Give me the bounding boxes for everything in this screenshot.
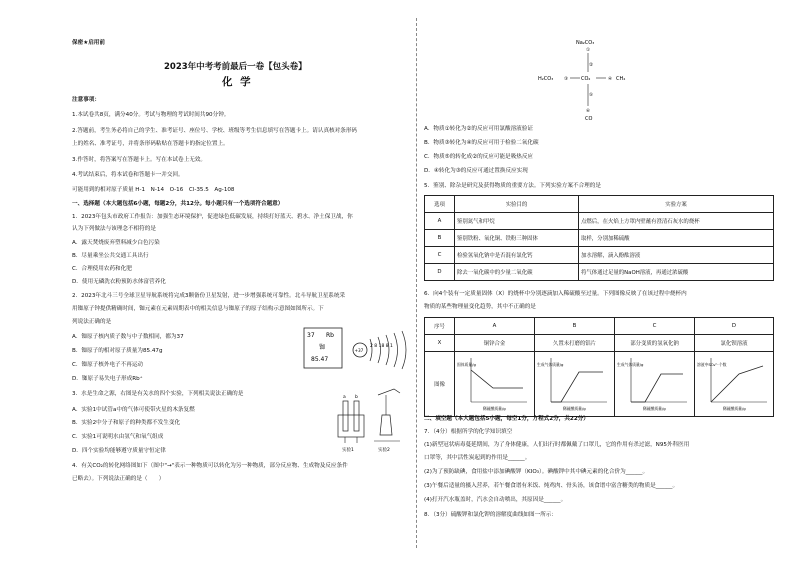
exam-title: 2023年中考考前最后一卷【包头卷】 bbox=[164, 62, 307, 72]
burner-jet bbox=[378, 389, 400, 395]
q4-option-b: B．物质③转化为④的反应可用于检验二氧化碳 bbox=[424, 140, 539, 146]
note-item-2: 2.答题前，考生务必将自己的学生、准考证号、座位号、学校、班级等考生信息填写在答题卡上。请认真核对条形码 bbox=[72, 128, 358, 134]
q5-cell: 鉴别氮气和甲烷 bbox=[455, 213, 579, 230]
test-tube-a bbox=[343, 401, 348, 431]
test-tube-b bbox=[354, 401, 359, 431]
graph-b-curve bbox=[551, 372, 603, 402]
q6-stem-1: 6．向4个装有一定质量固体（X）的烧杯中分别逐滴加入稀硫酸至过量。下列图像反映了在该过程中烧杯内 bbox=[424, 291, 687, 297]
column-divider bbox=[416, 18, 417, 548]
q5-cell: B bbox=[425, 230, 455, 247]
tube-a-label: a bbox=[343, 395, 346, 400]
graph-c-ylabel: 生成气体质量/g bbox=[617, 362, 644, 367]
electron-shell-3 bbox=[386, 335, 389, 365]
note-item-3: 3.作答时，将答案写在答题卡上。写在本试卷上无效。 bbox=[72, 157, 206, 163]
graph-d bbox=[695, 352, 773, 414]
q7-line-1: 7．（4分）根据所学的化学知识填空 bbox=[424, 429, 513, 435]
q5-cell: A bbox=[425, 213, 455, 230]
q3-option-a: A．实验1中试管a中的气体可使带火星的木条复燃 bbox=[72, 407, 195, 413]
q7-line-2: (1)新型冠状病毒蔓延期间，为了身体健康，人们出行时都佩戴了口罩儿，它的作用有杀过滤，N95外科医用 bbox=[424, 442, 690, 448]
q6-header: B bbox=[535, 318, 615, 335]
table-row bbox=[425, 247, 774, 264]
q2-option-a: A．铷原子核内质子数与中子数相同，都为37 bbox=[72, 334, 184, 340]
section2-heading: 二、填空题（本大题包括5小题，每空1分，方程式2分，共22分） bbox=[424, 416, 589, 422]
num-5: ⑤ bbox=[589, 93, 594, 98]
node-ch4: CH₄ bbox=[616, 76, 626, 82]
q4-stem-2: 已略去）。下列说法正确的是（ ） bbox=[72, 476, 165, 482]
water-experiments-figure bbox=[334, 385, 412, 455]
q6-header-row bbox=[425, 318, 774, 335]
num-3: ③ bbox=[564, 77, 569, 82]
q5-header-plan: 实验方案 bbox=[579, 196, 774, 213]
q1-option-a: A．露天焚烧废弃塑料减少白色污染 bbox=[72, 240, 160, 246]
node-co: CO bbox=[585, 116, 593, 122]
q5-cell: 除去一氧化碳中的少量二氧化碳 bbox=[455, 264, 579, 281]
q6-header: A bbox=[455, 318, 535, 335]
table-row bbox=[425, 213, 774, 230]
q6-graph-cell-c bbox=[615, 352, 695, 417]
table-row bbox=[425, 230, 774, 247]
graph-d-xlabel: 稀硫酸质量/g bbox=[723, 406, 746, 411]
q5-cell: 将气体通过足量的NaOH溶液，再通过浓硫酸 bbox=[579, 264, 774, 281]
q1-option-c: C．合理使用农药和化肥 bbox=[72, 266, 132, 272]
q3-option-b: B．实验2中分子和原子的种类都不发生变化 bbox=[72, 420, 181, 426]
q5-cell: C bbox=[425, 247, 455, 264]
q7-line-3: 口罩等，其中活性炭起到的作用是______。 bbox=[424, 455, 531, 461]
section1-heading: 一、选择题（本大题包括6小题，每题2分，共12分。每小题只有一个选项符合题意） bbox=[72, 201, 284, 207]
atomic-masses: 可能用到的相对原子质量 H-1 N-14 O-16 Cl-35.5 Ag-108 bbox=[72, 187, 235, 193]
q6-image-label: 图像 bbox=[425, 352, 455, 417]
subject-title: 化 学 bbox=[222, 76, 253, 88]
q5-header-row bbox=[425, 196, 774, 213]
note-item-2b: 上的姓名、准考证号，并将条形码粘贴在答题卡的指定位置上。 bbox=[72, 141, 229, 147]
q2-option-c: C．铷原子核外电子不再运动 bbox=[72, 362, 144, 368]
q5-cell: D bbox=[425, 264, 455, 281]
q5-cell: 取样，分别加稀硫酸 bbox=[579, 230, 774, 247]
q5-table bbox=[424, 195, 774, 281]
graph-b-xlabel: 稀硫酸质量/g bbox=[563, 406, 586, 411]
element-name: 铷 bbox=[319, 344, 326, 351]
q5-stem: 5．鉴别、除杂是研究及获得物质的重要方法。下列实验方案不合理的是 bbox=[424, 183, 601, 189]
electron-shell-4 bbox=[394, 333, 398, 367]
element-symbol: Rb bbox=[326, 332, 334, 339]
element-number: 37 bbox=[307, 332, 315, 339]
q2-option-b: B．铷原子的相对原子质量为85.47g bbox=[72, 348, 163, 354]
q2-stem-3: 列说法正确的是 bbox=[72, 319, 112, 325]
electron-shell-1 bbox=[370, 339, 372, 361]
graph-c-curve bbox=[631, 374, 683, 402]
q1-option-b: B．尽量乘坐公共交通工具出行 bbox=[72, 253, 149, 259]
graph-c-xlabel: 稀硫酸质量/g bbox=[643, 406, 666, 411]
graph-d-curve bbox=[711, 366, 763, 402]
q4-stem-1: 4．有关CO₂的转化网络图如下（图中"→"表示一种物质可以转化为另一种物质，部分反应物、生成物及反应条件 bbox=[72, 463, 348, 469]
num-4: ④ bbox=[608, 77, 613, 82]
q1-stem-2: 认为下列做法与该理念不相符的是 bbox=[72, 226, 156, 232]
q6-graph-cell-d bbox=[695, 352, 774, 417]
note-item-4: 4.考试结束后，将本试卷和答题卡一并交回。 bbox=[72, 172, 184, 178]
q3-option-c: C．实验1可说明水由氢气和氧气组成 bbox=[72, 434, 164, 440]
node-h2co3: H₂CO₃ bbox=[538, 76, 554, 82]
note-item-1: 1.本试卷共8页，满分40分。考试与物理的考试时间共90分钟。 bbox=[72, 112, 230, 118]
notes-heading: 注意事项： bbox=[72, 97, 100, 103]
electrolysis-vessel bbox=[338, 415, 364, 437]
q6-x-cell: 铜锌合金 bbox=[455, 335, 535, 352]
graph-c bbox=[615, 352, 693, 414]
element-mass: 85.47 bbox=[311, 356, 329, 363]
graph-b bbox=[535, 352, 613, 414]
q5-header-purpose: 实验目的 bbox=[455, 196, 579, 213]
q2-option-d: D．铷原子易失电子形成Rb⁺ bbox=[72, 376, 143, 382]
q6-graph-row bbox=[425, 352, 774, 417]
q7-line-5: (3)午餐后适量的摄入营养，若午餐食谱有米饭、炖鸡肉、骨头汤，该食谱中富含糖类的物质是______。 bbox=[424, 483, 679, 489]
q6-x-row bbox=[425, 335, 774, 352]
electron-shell-5 bbox=[402, 331, 406, 369]
node-na2co3: Na₂CO₃ bbox=[576, 40, 595, 46]
q6-header: D bbox=[695, 318, 774, 335]
graph-a-ylabel: 固体质量/g bbox=[457, 362, 476, 367]
q6-header: C bbox=[615, 318, 695, 335]
q7-line-6: (4)打开汽水瓶盖时，汽水会自动喷出，其原因是______。 bbox=[424, 497, 567, 503]
q6-x-cell: X bbox=[425, 335, 455, 352]
atom-nucleus-charge: +37 bbox=[354, 348, 364, 353]
node-co2: CO₂ bbox=[581, 76, 591, 82]
num-2: ② bbox=[589, 63, 594, 68]
q6-table bbox=[424, 317, 774, 417]
q6-graph-cell-b bbox=[535, 352, 615, 417]
q2-stem-2: 用铷原子钟提供精确时间，铷元素在元素周期表中的相关信息与铷原子的原子结构示意图如图所示。下 bbox=[72, 306, 324, 312]
q3-option-d: D．四个实验均能够遵守质量守恒定律 bbox=[72, 448, 166, 454]
q4-option-c: C．物质⑤的转化成②的反应可能是吸热反应 bbox=[424, 154, 534, 160]
exp1-label: 实验1 bbox=[342, 448, 354, 453]
q4-option-a: A．物质①转化为②的反应可用氯酸溶液验证 bbox=[424, 126, 533, 132]
exp2-label: 实验2 bbox=[378, 448, 390, 453]
table-row bbox=[425, 264, 774, 281]
q2-stem-1: 2．2023年北斗三号全球卫星导航系统将完成3颗备份卫星发射，进一步增强系统可靠性。北斗导航卫星系统采 bbox=[72, 293, 346, 299]
q3-stem: 3．水是生命之源，右图是有关水的四个实验，下列相关说法正确的是 bbox=[72, 391, 244, 397]
q5-header-option: 选项 bbox=[425, 196, 455, 213]
q6-header: 序号 bbox=[425, 318, 455, 335]
num-6: ⑥ bbox=[586, 109, 591, 114]
q5-cell: 检验氢氧化钠中是否混有氯化钙 bbox=[455, 247, 579, 264]
secret-label: 保密★启用前 bbox=[72, 40, 105, 46]
q1-option-d: D．使用无磷洗衣粉预防水体富营养化 bbox=[72, 279, 166, 285]
num-1: ① bbox=[586, 48, 591, 53]
graph-d-ylabel: 溶液中SO₄²⁻个数 bbox=[697, 362, 727, 367]
q6-graph-cell-a bbox=[455, 352, 535, 417]
graph-a-curve bbox=[471, 370, 523, 388]
q6-x-cell: 氯化钡溶液 bbox=[695, 335, 774, 352]
q5-cell: 鉴别铁粉、氧化铜、铁粉三种固体 bbox=[455, 230, 579, 247]
graph-a-xlabel: 稀硫酸质量/g bbox=[483, 406, 506, 411]
q5-cell: 点燃后，在火焰上方罩内壁蘸有澄清石灰水的烧杯 bbox=[579, 213, 774, 230]
q7-line-4: (2)为了预防缺碘，食用盐中添加碘酸钾（KIO₃）。碘酸钾中其中碘元素的化合价为______。 bbox=[424, 469, 649, 475]
q4-option-d: D．④转化为③的反应可通过置换反应实现 bbox=[424, 168, 528, 174]
q1-stem-1: 1．2023年包头市政府工作报告：加强生态环境保护，促进绿色低碳发展，持续打好蓝天、碧水、净土保卫战，你 bbox=[72, 214, 353, 220]
beaker bbox=[380, 415, 392, 435]
q8-stem: 8．（3分）硫酸钾和氯化钾的溶解度曲线如图一所示： bbox=[424, 512, 557, 518]
q6-x-cell: 久置未打磨的铝片 bbox=[535, 335, 615, 352]
q6-stem-2: 物质的某些物理量变化趋势，其中不正确的是 bbox=[424, 304, 536, 310]
tube-b-label: b bbox=[355, 395, 358, 400]
electron-counts: 2 8 18 8 1 bbox=[370, 344, 393, 349]
graph-b-ylabel: 生成气体质量/g bbox=[537, 362, 564, 367]
graph-a bbox=[455, 352, 533, 414]
electron-shell-2 bbox=[378, 337, 381, 363]
rubidium-figure bbox=[302, 325, 412, 375]
q6-x-cell: 部分变质的氢氧化钠 bbox=[615, 335, 695, 352]
co2-network-diagram bbox=[536, 36, 666, 124]
q5-cell: 加水溶解，滴入酚酞溶液 bbox=[579, 247, 774, 264]
